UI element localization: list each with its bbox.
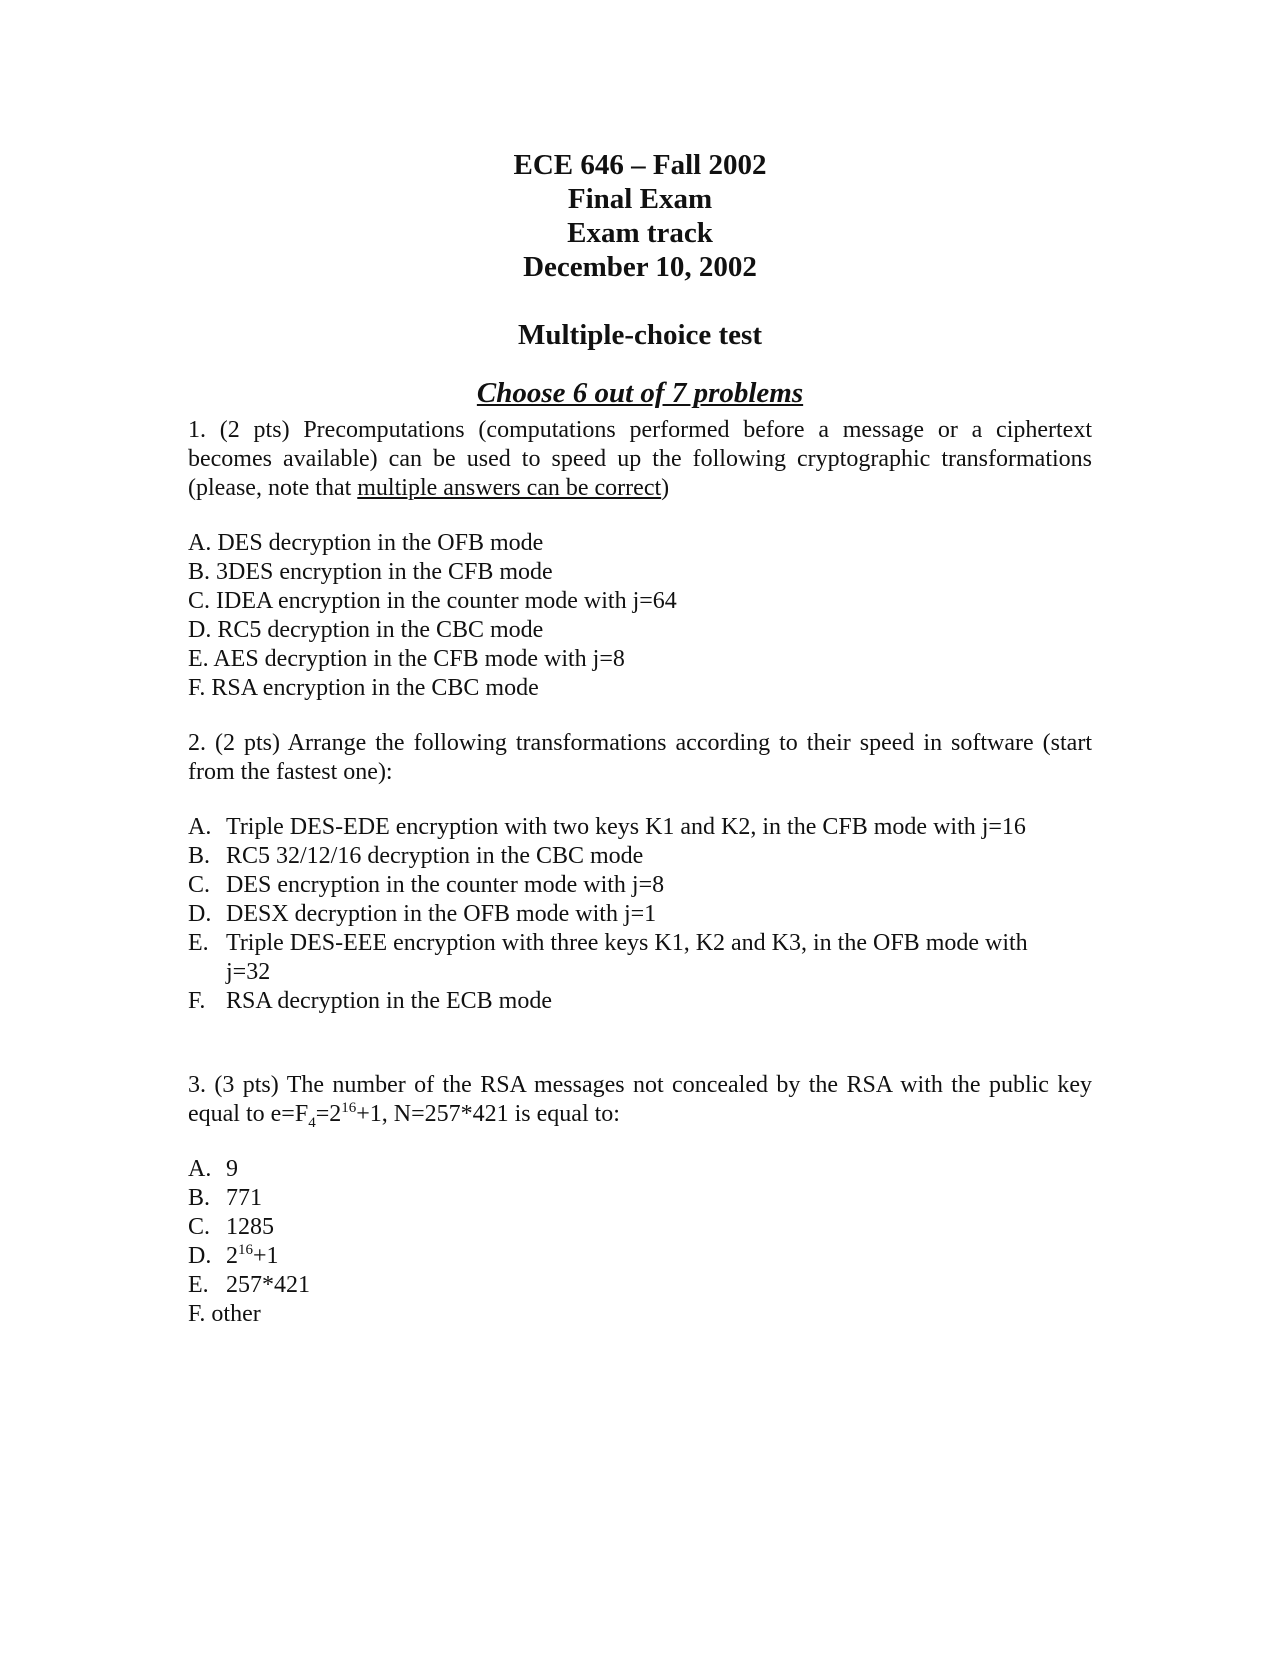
option-3a: A. 9: [188, 1156, 238, 1182]
option-3e: E. 257*421: [188, 1272, 310, 1298]
question-1: [188, 416, 1092, 703]
option-2b: B. RC5 32/12/16 decryption in the CBC mode: [188, 843, 644, 869]
option-2f: F. RSA decryption in the ECB mode: [188, 988, 552, 1014]
option-1b: B. 3DES encryption in the CFB mode: [188, 559, 553, 585]
instruction: Choose 6 out of 7 problems: [476, 377, 804, 409]
exam-title: Final Exam: [567, 183, 713, 215]
exam-header: [0, 148, 1280, 410]
option-1f: F. RSA encryption in the CBC mode: [188, 675, 539, 701]
question-2-options: [188, 813, 1092, 1016]
question-1-options: [188, 529, 1092, 703]
option-2c: C. DES encryption in the counter mode with j=8: [188, 872, 665, 898]
question-3-options: [188, 1155, 1092, 1329]
question-3: [188, 1071, 1092, 1329]
option-1d: D. RC5 decryption in the CBC mode: [188, 617, 544, 643]
option-1e: E. AES decryption in the CFB mode with j=8: [188, 646, 625, 672]
question-2-text: 2. (2 pts) Arrange the following transformations according to their speed in software (start from the fastest one):: [188, 730, 1092, 785]
option-2e: E. Triple DES-EEE encryption with three keys K1, K2 and K3, in the OFB mode with j=32: [188, 930, 1028, 985]
option-2d: D. DESX decryption in the OFB mode with j=1: [188, 901, 657, 927]
option-3f: F. other: [188, 1301, 261, 1327]
exam-date: December 10, 2002: [523, 251, 757, 283]
option-3b: B. 771: [188, 1185, 262, 1211]
question-3-text: 3. (3 pts) The number of the RSA messages not concealed by the RSA with the public key equal to $e=F_4=2^{16}+1$, N=257*421 is equal to:: [188, 1072, 1092, 1131]
question-1-text: 1. (2 pts) Precomputations (computations performed before a message or a ciphertext becomes available) can be used to speed up the following cryptographic transformations (please, note that multiple answers can be correct): [188, 417, 1092, 501]
option-2a: A. Triple DES-EDE encryption with two keys K1 and K2, in the CFB mode with j=16: [188, 814, 1026, 840]
option-3d: D. $2^{16}+1$: [188, 1242, 279, 1269]
test-type: Multiple-choice test: [517, 319, 762, 351]
question-2: [188, 729, 1092, 1016]
exam-track: Exam track: [567, 217, 713, 249]
course-title: ECE 646 – Fall 2002: [513, 149, 767, 181]
option-1c: C. IDEA encryption in the counter mode with j=64: [188, 588, 677, 614]
option-3c: C. 1285: [188, 1214, 274, 1240]
option-1a: A. DES decryption in the OFB mode: [188, 530, 544, 556]
question-1-note: multiple answers can be correct: [357, 475, 662, 501]
